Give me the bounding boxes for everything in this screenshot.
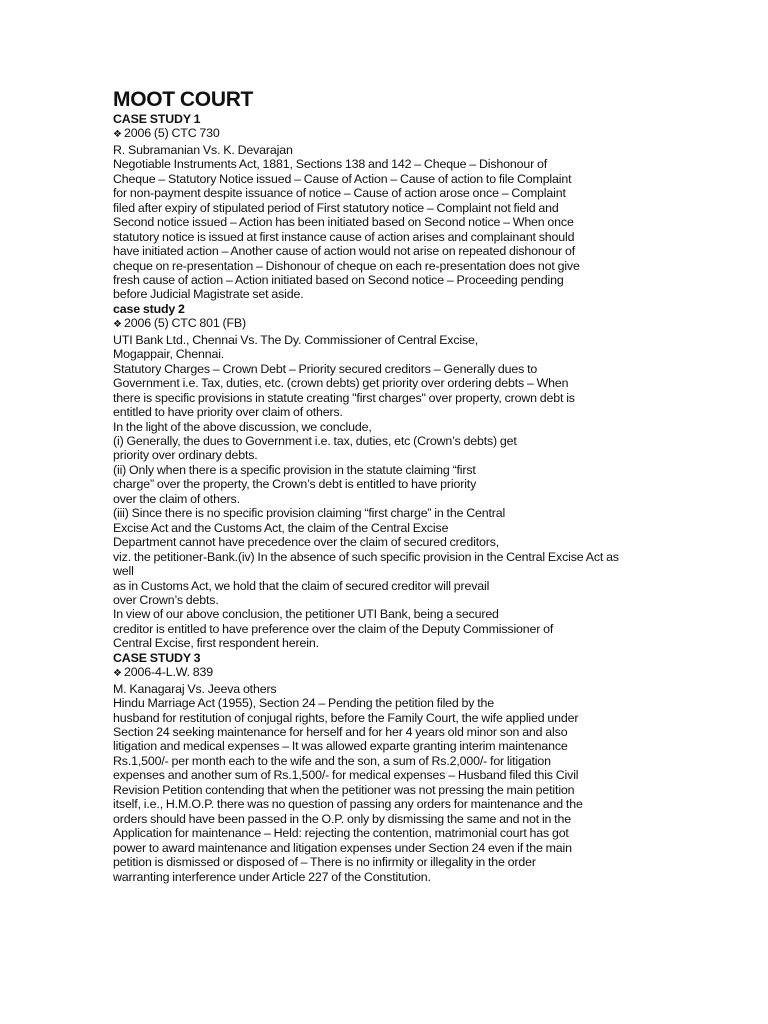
body-text-line: Revision Petition contending that when the petitioner was not pressing the main petition — [113, 782, 575, 797]
body-text-line: charge” over the property, the Crown’s debt is entitled to have priority — [113, 477, 477, 492]
body-text-line: before Judicial Magistrate set aside. — [113, 287, 304, 302]
body-text-line: Rs.1,500/- per month each to the wife and the son, a sum of Rs.2,000/- for litigation — [113, 753, 551, 768]
body-text-line: Second notice issued – Action has been initiated based on Second notice – When once — [113, 215, 574, 230]
body-text-line: (ii) Only when there is a specific provision in the statute claiming “first — [113, 462, 476, 477]
case-study-heading: case study 2 — [113, 301, 185, 316]
body-text-line: R. Subramanian Vs. K. Devarajan — [113, 142, 293, 157]
body-text-line: Cheque – Statutory Notice issued – Cause of Action – Cause of action to file Complaint — [113, 171, 572, 186]
body-text-line: for non-payment despite issuance of notice – Cause of action arose once – Complaint — [113, 186, 566, 201]
body-text-line: Section 24 seeking maintenance for herself and for her 4 years old minor son and also — [113, 725, 568, 740]
body-text-line: Application for maintenance – Held: rejecting the contention, matrimonial court has got — [113, 826, 569, 841]
case-study-heading: CASE STUDY 3 — [113, 650, 201, 665]
body-text-line: statutory notice is issued at first instance cause of action arises and complainant should — [113, 229, 575, 244]
body-text-line: well — [113, 564, 134, 579]
body-text-line: Central Excise, first respondent herein. — [113, 636, 319, 651]
body-text-line: priority over ordinary debts. — [113, 448, 258, 463]
body-text-line: In the light of the above discussion, we conclude, — [113, 419, 372, 434]
body-text-line: husband for restitution of conjugal rights, before the Family Court, the wife applied under — [113, 710, 579, 725]
body-text-line: expenses and another sum of Rs.1,500/- for medical expenses – Husband filed this Civil — [113, 768, 579, 783]
document-title: MOOT COURT — [113, 88, 254, 111]
document-body — [113, 89, 673, 884]
body-text-line: viz. the petitioner-Bank.(iv) In the absence of such specific provision in the Central Excise Act as — [113, 549, 619, 564]
body-text-line: Government i.e. Tax, duties, etc. (crown debts) get priority over ordering debts – When — [113, 376, 569, 391]
body-text-line: (iii) Since there is no specific provision claiming “first charge” in the Central — [113, 506, 506, 521]
body-text-line: In view of our above conclusion, the petitioner UTI Bank, being a secured — [113, 607, 499, 622]
body-text-line: creditor is entitled to have preference over the claim of the Deputy Commissioner of — [113, 621, 554, 636]
body-text-line: over Crown’s debts. — [113, 592, 219, 607]
body-text-line: entitled to have priority over claim of others. — [113, 405, 343, 420]
body-text-line: have initiated action – Another cause of action would not arise on repeated dishonour of — [113, 244, 576, 259]
body-text-line: UTI Bank Ltd., Chennai Vs. The Dy. Commissioner of Central Excise, — [113, 332, 479, 347]
body-text-line: power to award maintenance and litigation expenses under Section 24 even if the main — [113, 840, 572, 855]
case-citation: ❖ 2006-4-L.W. 839 — [113, 665, 673, 681]
body-text-line: itself, i.e., H.M.O.P. there was no question of passing any orders for maintenance and the — [113, 797, 583, 812]
body-text-line: (i) Generally, the dues to Government i.e. tax, duties, etc (Crown’s debts) get — [113, 433, 517, 448]
case-citation: ❖ 2006 (5) CTC 801 (FB) — [113, 316, 673, 332]
case-citation: ❖ 2006 (5) CTC 730 — [113, 126, 673, 142]
body-text-line: filed after expiry of stipulated period of First statutory notice – Complaint not field and — [113, 200, 559, 215]
body-text-line: M. Kanagaraj Vs. Jeeva others — [113, 681, 277, 696]
body-text-line: Mogappair, Chennai. — [113, 347, 225, 362]
body-text-line: petition is dismissed or disposed of – There is no infirmity or illegality in the order — [113, 855, 536, 870]
body-text-line: as in Customs Act, we hold that the claim of secured creditor will prevail — [113, 578, 490, 593]
body-text-line: Statutory Charges – Crown Debt – Priority secured creditors – Generally dues to — [113, 361, 538, 376]
body-text-line: Negotiable Instruments Act, 1881, Sections 138 and 142 – Cheque – Dishonour of — [113, 157, 547, 172]
body-text-line: over the claim of others. — [113, 491, 240, 506]
body-text-line: Hindu Marriage Act (1955), Section 24 – Pending the petition filed by the — [113, 696, 494, 711]
body-text-line: warranting interference under Article 227 of the Constitution. — [113, 869, 431, 884]
case-study-heading: CASE STUDY 1 — [113, 112, 201, 126]
body-text-line: Excise Act and the Customs Act, the claim of the Central Excise — [113, 520, 449, 535]
body-text-line: cheque on re-presentation – Dishonour of cheque on each re-presentation does not give — [113, 258, 580, 273]
body-text-line: there is specific provisions in statute creating "first charges" over property, crown debt is — [113, 390, 575, 405]
body-text-line: litigation and medical expenses – It was allowed exparte granting interim maintenance — [113, 739, 568, 754]
body-text-line: fresh cause of action – Action initiated based on Second notice – Proceeding pending — [113, 272, 564, 287]
body-text-line: orders should have been passed in the O.P. only by dismissing the same and not in the — [113, 811, 571, 826]
body-text-line: Department cannot have precedence over the claim of secured creditors, — [113, 535, 500, 550]
